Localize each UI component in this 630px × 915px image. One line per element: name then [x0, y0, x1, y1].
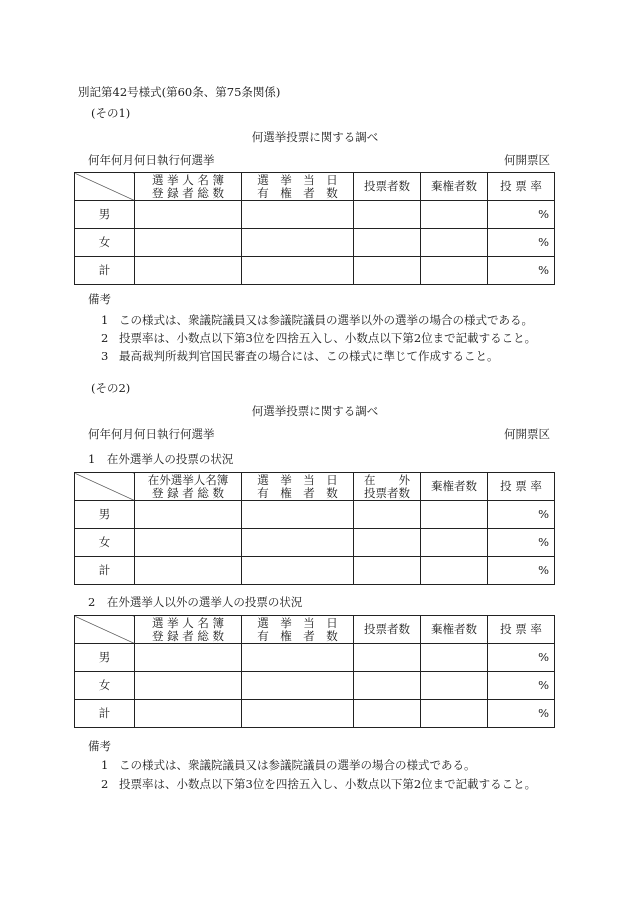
input-cell[interactable] [354, 501, 421, 529]
column-header: 投 票 率 [488, 173, 555, 201]
note-text: 投票率は、小数点以下第3位を四捨五入し、小数点以下第2位まで記載すること。 [119, 777, 537, 791]
column-header: 投票者数 [354, 616, 421, 644]
input-cell[interactable] [421, 644, 488, 672]
form2-notes-heading: 備考 [88, 739, 111, 753]
turnout-cell[interactable]: % [488, 501, 555, 529]
diagonal-header-cell [75, 473, 135, 501]
column-header: 選 挙 人 名 簿 登 録 者 総 数 [135, 616, 242, 644]
input-cell[interactable] [242, 672, 354, 700]
table-row [75, 644, 555, 672]
input-cell[interactable] [354, 644, 421, 672]
note-number: 3 [101, 349, 109, 363]
row-label: 計 [75, 700, 135, 728]
turnout-cell[interactable]: % [488, 229, 555, 257]
form1-district: 何開票区 [504, 153, 550, 167]
form1-election-line: 何年何月何日執行何選挙 [88, 153, 215, 167]
row-label: 男 [75, 644, 135, 672]
form-header-line: 別記第42号様式(第60条、第75条関係) [78, 85, 281, 99]
form2-election-line: 何年何月何日執行何選挙 [88, 427, 215, 441]
input-cell[interactable] [242, 501, 354, 529]
input-cell[interactable] [242, 529, 354, 557]
form2-section2-table [74, 615, 555, 728]
input-cell[interactable] [135, 257, 242, 285]
column-header: 在外選挙人名簿 登 録 者 総 数 [135, 473, 242, 501]
input-cell[interactable] [135, 557, 242, 585]
input-cell[interactable] [135, 672, 242, 700]
input-cell[interactable] [354, 557, 421, 585]
input-cell[interactable] [421, 557, 488, 585]
input-cell[interactable] [354, 257, 421, 285]
input-cell[interactable] [242, 557, 354, 585]
note-number: 1 [101, 313, 109, 327]
note-number: 1 [101, 758, 109, 772]
input-cell[interactable] [421, 529, 488, 557]
form1-table [74, 172, 555, 285]
section2-heading: 2 在外選挙人以外の選挙人の投票の状況 [88, 595, 303, 609]
form2-section1-table [74, 472, 555, 585]
input-cell[interactable] [242, 229, 354, 257]
table-row [75, 529, 555, 557]
section1-heading: 1 在外選挙人の投票の状況 [88, 452, 234, 466]
table-row [75, 501, 555, 529]
column-header: 棄権者数 [421, 616, 488, 644]
note-text: 投票率は、小数点以下第3位を四捨五入し、小数点以下第2位まで記載すること。 [119, 331, 537, 345]
column-header: 選 挙 人 名 簿 登 録 者 総 数 [135, 173, 242, 201]
row-label: 女 [75, 229, 135, 257]
note-text: この様式は、衆議院議員又は参議院議員の選挙の場合の様式である。 [119, 758, 476, 772]
row-label: 計 [75, 557, 135, 585]
form1-notes-heading: 備考 [88, 292, 111, 306]
input-cell[interactable] [135, 501, 242, 529]
input-cell[interactable] [135, 644, 242, 672]
table-row [75, 257, 555, 285]
column-header: 選 挙 当 日 有 権 者 数 [242, 173, 354, 201]
input-cell[interactable] [354, 201, 421, 229]
diagonal-header-cell [75, 616, 135, 644]
input-cell[interactable] [354, 229, 421, 257]
input-cell[interactable] [421, 229, 488, 257]
turnout-cell[interactable]: % [488, 700, 555, 728]
input-cell[interactable] [421, 700, 488, 728]
turnout-cell[interactable]: % [488, 201, 555, 229]
row-label: 計 [75, 257, 135, 285]
column-header: 投 票 率 [488, 473, 555, 501]
note-text: 最高裁判所裁判官国民審査の場合には、この様式に準じて作成すること。 [119, 349, 499, 363]
input-cell[interactable] [421, 257, 488, 285]
column-header: 選 挙 当 日 有 権 者 数 [242, 616, 354, 644]
column-header: 投 票 率 [488, 616, 555, 644]
input-cell[interactable] [242, 644, 354, 672]
form2-title: 何選挙投票に関する調べ [251, 404, 379, 418]
turnout-cell[interactable]: % [488, 529, 555, 557]
row-label: 女 [75, 672, 135, 700]
input-cell[interactable] [354, 700, 421, 728]
row-label: 男 [75, 201, 135, 229]
note-number: 2 [101, 777, 109, 791]
input-cell[interactable] [354, 529, 421, 557]
form2-label: (その2) [91, 381, 131, 395]
note-number: 2 [101, 331, 109, 345]
column-header: 選 挙 当 日 有 権 者 数 [242, 473, 354, 501]
table-row [75, 229, 555, 257]
input-cell[interactable] [354, 672, 421, 700]
input-cell[interactable] [421, 501, 488, 529]
note-text: この様式は、衆議院議員又は参議院議員の選挙以外の選挙の場合の様式である。 [119, 313, 533, 327]
input-cell[interactable] [135, 700, 242, 728]
table-row [75, 672, 555, 700]
table-row [75, 700, 555, 728]
input-cell[interactable] [135, 201, 242, 229]
input-cell[interactable] [421, 672, 488, 700]
turnout-cell[interactable]: % [488, 672, 555, 700]
row-label: 男 [75, 501, 135, 529]
input-cell[interactable] [135, 529, 242, 557]
column-header: 棄権者数 [421, 473, 488, 501]
table-row [75, 557, 555, 585]
turnout-cell[interactable]: % [488, 644, 555, 672]
input-cell[interactable] [421, 201, 488, 229]
table-row [75, 201, 555, 229]
diagonal-header-cell [75, 173, 135, 201]
input-cell[interactable] [135, 229, 242, 257]
column-header: 在 外 投票者数 [354, 473, 421, 501]
form1-title: 何選挙投票に関する調べ [251, 130, 379, 144]
input-cell[interactable] [242, 700, 354, 728]
column-header: 投票者数 [354, 173, 421, 201]
row-label: 女 [75, 529, 135, 557]
input-cell[interactable] [242, 201, 354, 229]
turnout-cell[interactable]: % [488, 257, 555, 285]
input-cell[interactable] [242, 257, 354, 285]
form2-district: 何開票区 [504, 427, 550, 441]
column-header: 棄権者数 [421, 173, 488, 201]
form1-label: (その1) [91, 106, 131, 120]
turnout-cell[interactable]: % [488, 557, 555, 585]
